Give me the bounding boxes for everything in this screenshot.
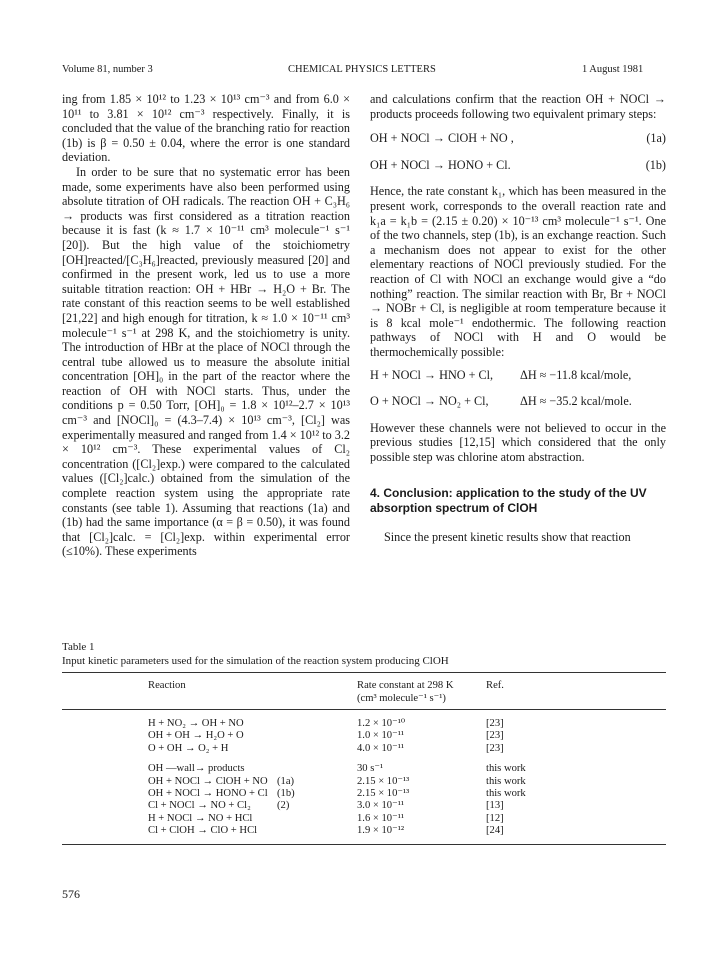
table-caption: Input kinetic parameters used for the simulation of the reaction system producing ClOH [62, 655, 449, 667]
table-cell-reaction: Cl + ClOH → ClO + HCl [148, 825, 258, 837]
table-cell-rate: 4.0 × 10⁻¹¹ [357, 742, 405, 754]
table-cell-ref: this work [486, 775, 526, 787]
table-label: Table 1 [62, 641, 95, 653]
right-paragraph-2: Hence, the rate constant k₁, which has been measured in the present work, corresponds to the overall reaction rate and k₁a = k₁b = (2.15 ± 0.20) × 10⁻¹³ cm³ molecule⁻¹ s⁻¹. One of the two channels, step (1b), is an exchange reaction. Such a mechanism does not appear to exist for the other elementary reactions of NOCl previously studied. For the reaction of Cl with NOCl an exchange would give a “do nothing” reaction. The similar reaction with Br, Br + NOCl → NOBr + Cl, is negligible at room temperature because it is 8 kcal mole⁻¹ endothermic. The following reaction pathways of NOCl with H and O would be thermochemically possible: [370, 184, 666, 359]
table-cell-reaction: OH + OH → H₂O + O [148, 730, 244, 742]
table-cell-number [277, 825, 317, 837]
table-cell-number [277, 730, 317, 742]
header-volume: Volume 81, number 3 [62, 64, 153, 75]
table-cell-rate: 3.0 × 10⁻¹¹ [357, 800, 405, 812]
table-cell-number: (1b) [277, 788, 295, 800]
table-cell-reaction: H + NO₂ → OH + NO [148, 718, 244, 729]
table-cell-rate: 1.9 × 10⁻¹² [357, 825, 405, 837]
table-cell-rate: 2.15 × 10⁻¹³ [357, 775, 410, 787]
table-cell-rate: 2.15 × 10⁻¹³ [357, 788, 410, 800]
table-row [62, 763, 666, 775]
left-paragraph-1: ing from 1.85 × 10¹² to 1.23 × 10¹³ cm⁻³ and from 6.0 × 10¹¹ to 3.81 × 10¹² cm⁻³ respectively. Finally, it is concluded that the value of the branching ratio for reaction (1b) is β = 0.50 ± 0.04, where the error is one standard deviation. [62, 92, 350, 165]
table-cell-rate: 1.6 × 10⁻¹¹ [357, 812, 405, 824]
table-cell-ref: [23] [486, 718, 504, 729]
table-cell-ref: [13] [486, 800, 504, 812]
equation-o-nocl [370, 394, 666, 409]
equation-1b-text: OH + NOCl → HONO + Cl. [370, 157, 511, 172]
left-paragraph-2: In order to be sure that no systematic error has been made, some experiments have also been performed using absolute titration of OH radicals. The reaction OH + C₃H₆ → products was first considered as a titration reaction because it is fast (k ≈ 1.7 × 10⁻¹¹ cm³ molecule⁻¹ s⁻¹ [20]). But the high value of the stoichiometry [OH]reacted/[C₃H₆]reacted, previously measured [20] and confirmed in the present work, led us to use a more suitable titration reaction: OH + HBr → H₂O + Br. The rate constant of this reaction seems to be well established [21,22] and high enough for titration, k ≈ 1.0 × 10⁻¹¹ cm³ molecule⁻¹ s⁻¹ at 298 K, and the stoichiometry is unity. The introduction of HBr at the place of NOCl through the central tube allowed us to measure the absolute initial concentration [OH]₀ in the part of the reactor where the reaction of OH with NOCl starts. Thus, under the conditions p = 0.50 Torr, [OH]₀ = 1.8 × 10¹²–2.7 × 10¹³ cm⁻³ and [NOCl]₀ = (4.3–7.4) × 10¹³ cm⁻³, [Cl₂] was experimentally measured and ranged from 1.4 × 10¹² to 3.2 × 10¹² cm⁻³. These experimental values of Cl₂ concentration ([Cl₂]exp.) were compared to the calculated values ([Cl₂]calc.) obtained from the simulation of the complete reaction system using the appropriate rate constants (see table 1). Assuming that reactions (1a) and (1b) had the same importance (α = β = 0.50), it was found that [Cl₂]calc. = [Cl₂]exp. within experimental error (≤10%). These experiments [62, 164, 350, 559]
header-date: 1 August 1981 [582, 64, 644, 75]
right-column [370, 92, 666, 544]
table-cell-ref: [23] [486, 742, 504, 754]
table-cell-rate: 30 s⁻¹ [357, 763, 384, 775]
table-row [62, 730, 666, 742]
table-cell-number [277, 718, 317, 730]
table-cell-reaction: OH —wall→ products [148, 763, 245, 775]
equation-1b-number: (1b) [645, 157, 666, 172]
equation-h-nocl-lhs: H + NOCl → HNO + Cl, [370, 367, 494, 382]
table-row [62, 788, 666, 800]
table-cell-number: (1a) [277, 775, 295, 787]
table-row [62, 800, 666, 812]
table-cell-number [277, 743, 317, 755]
section-title-conclusion: 4. Conclusion: application to the study of the UV absorption spectrum of ClOH [370, 486, 647, 516]
kinetics-table [62, 672, 666, 845]
table-caption-block [62, 640, 449, 668]
table-body [62, 710, 666, 844]
table-cell-ref: [23] [486, 730, 504, 742]
table-cell-ref: this work [486, 763, 526, 775]
header-reaction: Reaction [148, 680, 186, 691]
table-row [62, 718, 666, 730]
table-bottom-rule [62, 844, 666, 845]
table-cell-reaction: O + OH → O₂ + H [148, 742, 229, 754]
page-number: 576 [62, 887, 80, 901]
table-row [62, 813, 666, 825]
table-cell-ref: this work [486, 788, 526, 800]
table-cell-reaction: OH + NOCl → ClOH + NO [148, 775, 268, 787]
left-column [62, 92, 350, 559]
equation-h-nocl [370, 368, 666, 383]
equation-1b [370, 158, 666, 173]
header-rate-units: (cm³ molecule⁻¹ s⁻¹) [357, 693, 446, 704]
header-ref: Ref. [486, 680, 504, 691]
table-cell-ref: [24] [486, 825, 504, 837]
table-cell-reaction: H + NOCl → NO + HCl [148, 812, 253, 824]
table-cell-reaction: OH + NOCl → HONO + Cl [148, 788, 268, 800]
equation-1a-number: (1a) [646, 131, 666, 146]
table-header-row [62, 673, 666, 709]
header-rate-title: Rate constant at 298 K [357, 680, 454, 691]
header-rate [317, 679, 472, 705]
equation-1a-text: OH + NOCl → ClOH + NO , [370, 131, 514, 146]
table-row [62, 825, 666, 837]
table-cell-number: (2) [277, 800, 290, 812]
table-cell-ref: [12] [486, 812, 504, 824]
equation-o-nocl-lhs: O + NOCl → NO₂ + Cl, [370, 394, 489, 409]
table-cell-number [277, 813, 317, 825]
table-cell-rate: 1.0 × 10⁻¹¹ [357, 730, 405, 742]
equation-1a [370, 131, 666, 146]
table-cell-reaction: Cl + NOCl → NO + Cl₂ [148, 800, 251, 812]
table-row [62, 776, 666, 788]
equation-h-nocl-enthalpy: ΔH ≈ −11.8 kcal/mole, [520, 367, 632, 382]
right-paragraph-1: and calculations confirm that the reaction OH + NOCl → products proceeds following two equivalent primary steps: [370, 92, 666, 121]
header-journal: CHEMICAL PHYSICS LETTERS [288, 64, 436, 75]
table-row [62, 743, 666, 755]
table-cell-rate: 1.2 × 10⁻¹⁰ [357, 718, 406, 729]
equation-o-nocl-enthalpy: ΔH ≈ −35.2 kcal/mole. [520, 394, 632, 409]
right-paragraph-4: Since the present kinetic results show that reaction [384, 529, 631, 544]
right-paragraph-3: However these channels were not believed to occur in the previous studies [12,15] which considered that the only possible step was chlorine atom abstraction. [370, 420, 666, 464]
table-cell-number [277, 763, 317, 775]
